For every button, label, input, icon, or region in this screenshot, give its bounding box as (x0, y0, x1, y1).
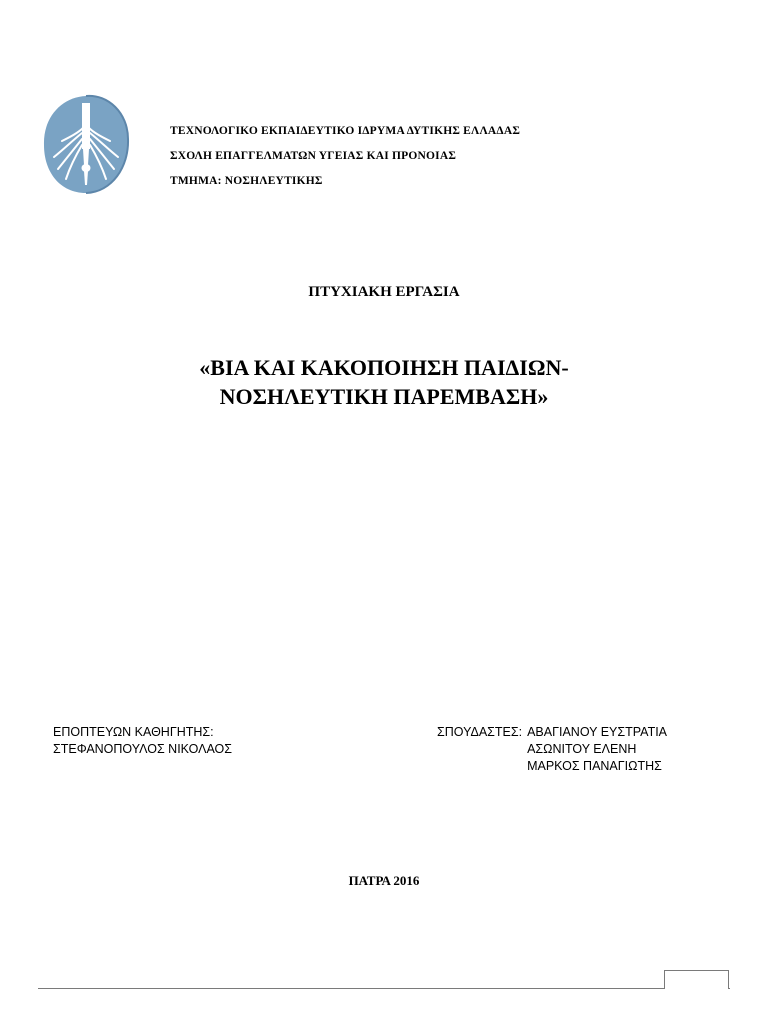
students-names (527, 724, 667, 775)
page-number-box (664, 970, 729, 989)
student-name: ΜΑΡΚΟΣ ΠΑΝΑΓΙΩΤΗΣ (527, 759, 662, 773)
student-name: ΑΣΩΝΙΤΟΥ ΕΛΕΝΗ (527, 742, 637, 756)
department-name: ΤΜΗΜΑ: ΝΟΣΗΛΕΥΤΙΚΗΣ (170, 175, 323, 187)
thesis-title (0, 353, 768, 411)
supervisor-name: ΣΤΕΦΑΝΟΠΟΥΛΟΣ ΝΙΚΟΛΑΟΣ (53, 742, 232, 756)
school-name: ΣΧΟΛΗ ΕΠΑΓΓΕΛΜΑΤΩΝ ΥΓΕΙΑΣ ΚΑΙ ΠΡΟΝΟΙΑΣ (170, 150, 457, 162)
students-block (437, 724, 667, 775)
thesis-title-line-1: «ΒΙΑ ΚΑΙ ΚΑΚΟΠΟΙΗΣΗ ΠΑΙΔΙΩΝ- (199, 355, 569, 380)
supervisor-block (53, 724, 232, 758)
institution-header (170, 124, 520, 199)
institution-name: ΤΕΧΝΟΛΟΓΙΚΟ ΕΚΠΑΙΔΕΥΤΙΚΟ ΙΔΡΥΜΑ ΔΥΤΙΚΗΣ ΕΛΛΑΔΑΣ (170, 125, 521, 137)
page-border-line (38, 988, 730, 989)
institution-seal-icon (42, 93, 130, 195)
supervisor-label: ΕΠΟΠΤΕΥΩΝ ΚΑΘΗΓΗΤΗΣ: (53, 725, 214, 739)
thesis-type: ΠΤΥΧΙΑΚΗ ΕΡΓΑΣΙΑ (308, 284, 460, 300)
student-name: ΑΒΑΓΙΑΝΟΥ ΕΥΣΤΡΑΤΙΑ (527, 725, 668, 739)
thesis-title-line-2: ΝΟΣΗΛΕΥΤΙΚΗ ΠΑΡΕΜΒΑΣΗ» (219, 384, 549, 409)
city-year: ΠΑΤΡΑ 2016 (348, 873, 420, 888)
students-label: ΣΠΟΥΔΑΣΤΕΣ: (437, 725, 523, 739)
